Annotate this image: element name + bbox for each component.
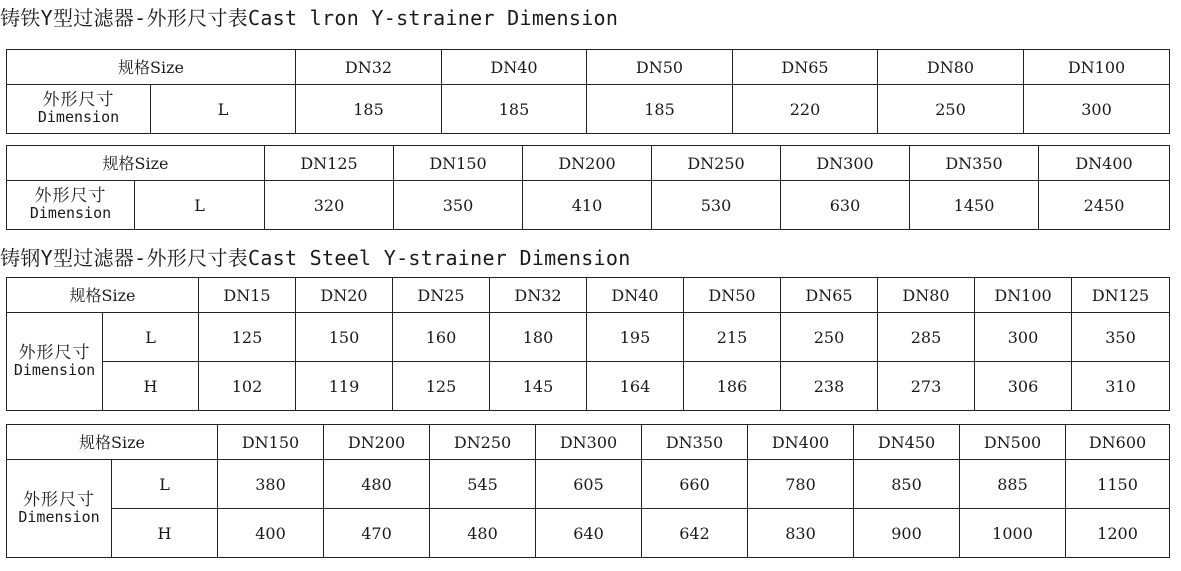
cast-iron-dimension-table-1 [6,49,1170,134]
value-cell: 1000 [960,509,1066,558]
dimension-label [7,313,103,411]
size-cell: DN200 [324,425,430,460]
value-cell: 320 [265,181,394,230]
size-cell: DN80 [878,278,975,313]
value-cell: 1200 [1066,509,1170,558]
value-cell: 400 [218,509,324,558]
dimension-label [7,460,112,558]
value-cell: 380 [218,460,324,509]
value-cell: 285 [878,313,975,362]
dimension-label-cn: 外形尺寸 [23,489,95,510]
value-cell: 605 [536,460,642,509]
value-cell: 250 [781,313,878,362]
value-cell: 630 [781,181,910,230]
cast-iron-section-title: 铸铁Y型过滤器-外形尺寸表Cast lron Y-strainer Dimension [0,6,619,30]
value-cell: 160 [393,313,490,362]
size-cell: DN250 [430,425,536,460]
dimension-label-cn: 外形尺寸 [42,90,115,110]
size-cell: DN350 [910,146,1039,181]
size-header: 规格Size [7,425,218,460]
value-cell: 250 [878,85,1024,134]
cast-steel-section-title: 铸钢Y型过滤器-外形尺寸表Cast Steel Y-strainer Dimension [0,246,631,270]
size-cell: DN65 [733,50,878,85]
size-cell: DN20 [296,278,393,313]
size-cell: DN200 [523,146,652,181]
size-cell: DN250 [652,146,781,181]
size-cell: DN100 [1024,50,1170,85]
value-cell: 310 [1072,362,1170,411]
value-cell: 900 [854,509,960,558]
size-header: 规格Size [7,146,265,181]
value-cell: 119 [296,362,393,411]
size-cell: DN50 [587,50,733,85]
size-cell: DN125 [265,146,394,181]
value-cell: 545 [430,460,536,509]
value-cell: 102 [199,362,296,411]
value-cell: 470 [324,509,430,558]
value-cell: 530 [652,181,781,230]
value-cell: 306 [975,362,1072,411]
value-cell: 164 [587,362,684,411]
row-label-l: L [151,85,296,134]
cast-steel-dimension-table-2 [6,424,1170,558]
value-cell: 300 [975,313,1072,362]
value-cell: 830 [748,509,854,558]
size-cell: DN100 [975,278,1072,313]
value-cell: 780 [748,460,854,509]
size-cell: DN15 [199,278,296,313]
size-cell: DN40 [587,278,684,313]
dimension-label-en: Dimension [18,507,100,526]
value-cell: 480 [324,460,430,509]
value-cell: 642 [642,509,748,558]
value-cell: 350 [394,181,523,230]
value-cell: 185 [442,85,587,134]
value-cell: 145 [490,362,587,411]
row-label-l: L [135,181,265,230]
size-cell: DN150 [218,425,324,460]
value-cell: 125 [393,362,490,411]
value-cell: 885 [960,460,1066,509]
value-cell: 350 [1072,313,1170,362]
dimension-label [7,85,151,134]
dimension-label-cn: 外形尺寸 [34,186,107,206]
value-cell: 150 [296,313,393,362]
value-cell: 660 [642,460,748,509]
value-cell: 238 [781,362,878,411]
size-cell: DN32 [296,50,442,85]
row-label-l: L [112,460,218,509]
value-cell: 220 [733,85,878,134]
dimension-label [7,181,135,230]
size-header: 规格Size [7,278,199,313]
value-cell: 640 [536,509,642,558]
row-label-h: H [112,509,218,558]
dimension-label-en: Dimension [37,108,120,126]
size-cell: DN65 [781,278,878,313]
cast-iron-dimension-table-2 [6,145,1170,230]
value-cell: 186 [684,362,781,411]
size-header: 规格Size [7,50,296,85]
size-cell: DN350 [642,425,748,460]
value-cell: 300 [1024,85,1170,134]
size-cell: DN40 [442,50,587,85]
size-cell: DN400 [1039,146,1170,181]
value-cell: 850 [854,460,960,509]
size-cell: DN450 [854,425,960,460]
value-cell: 480 [430,509,536,558]
size-cell: DN32 [490,278,587,313]
value-cell: 1150 [1066,460,1170,509]
cast-steel-dimension-table-1 [6,277,1170,411]
value-cell: 410 [523,181,652,230]
size-cell: DN125 [1072,278,1170,313]
value-cell: 180 [490,313,587,362]
size-cell: DN300 [781,146,910,181]
size-cell: DN50 [684,278,781,313]
size-cell: DN300 [536,425,642,460]
dimension-label-en: Dimension [29,204,112,222]
row-label-l: L [103,313,199,362]
size-cell: DN400 [748,425,854,460]
value-cell: 185 [296,85,442,134]
size-cell: DN150 [394,146,523,181]
size-cell: DN500 [960,425,1066,460]
value-cell: 185 [587,85,733,134]
value-cell: 2450 [1039,181,1170,230]
value-cell: 125 [199,313,296,362]
value-cell: 1450 [910,181,1039,230]
dimension-label-cn: 外形尺寸 [18,342,91,363]
size-cell: DN25 [393,278,490,313]
row-label-h: H [103,362,199,411]
size-cell: DN600 [1066,425,1170,460]
value-cell: 273 [878,362,975,411]
value-cell: 215 [684,313,781,362]
value-cell: 195 [587,313,684,362]
size-cell: DN80 [878,50,1024,85]
dimension-label-en: Dimension [13,360,96,379]
